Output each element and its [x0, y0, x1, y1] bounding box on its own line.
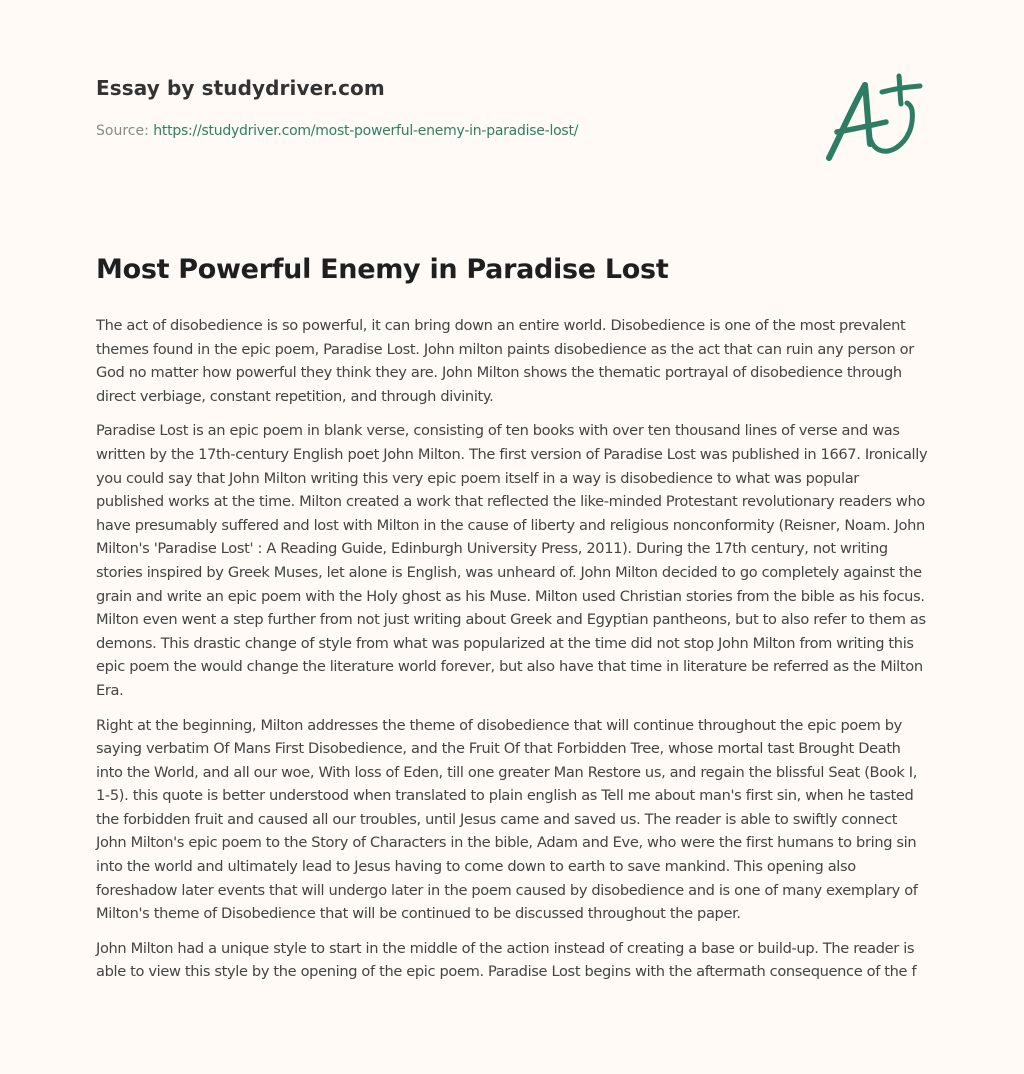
page-header	[96, 0, 928, 230]
essay-paragraph: Right at the beginning, Milton addresses the theme of disobedience that will continue throughout the epic poem by saying verbatim Of Mans First Disobedience, and the Fruit Of that Forbidden Tree, whose mortal tast Brought Death into the World, and all our woe, With loss of Eden, till one greater Man Restore us, and regain the blissful Seat (Book I, 1-5). this quote is better understood when translated to plain english as Tell me about man's first sin, when he tasted the forbidden fruit and caused all our troubles, until Jesus came and saved us. The reader is able to swiftly connect John Milton's epic poem to the Story of Characters in the bible, Adam and Eve, who were the first humans to bring sin into the world and ultimately lead to Jesus having to come down to earth to save mankind. This opening also foreshadow later events that will undergo later in the poem caused by disobedience and is one of many exemplary of Milton's theme of Disobedience that will be continued to be discussed throughout the paper.	[96, 716, 918, 923]
essay-paragraph: Paradise Lost is an epic poem in blank verse, consisting of ten books with over ten thousand lines of verse and was written by the 17th-century English poet John Milton. The first version of Paradise Lost was published in 1667. Ironically you could say that John Milton writing this very epic poem itself in a way is disobedience to what was popular published works at the time. Milton created a work that reflected the like-minded Protestant revolutionary readers who have presumably suffered and lost with Milton in the cause of liberty and religious nonconformity (Reisner, Noam. John Milton's 'Paradise Lost' : A Reading Guide, Edinburgh University Press, 2011). During the 17th century, not writing stories inspired by Greek Muses, let alone is English, was unheard of. John Milton decided to go completely against the grain and write an epic poem with the Holy ghost as his Muse. Milton used Christian stories from the bible as his focus. Milton even went a step further from not just writing about Greek and Egyptian pantheons, but to also refer to them as demons. This drastic change of style from what was popularized at the time did not stop John Milton from writing this epic poem the would change the literature world forever, but also have that time in literature be referred as the Milton Era.	[96, 422, 928, 699]
source-link[interactable]: https://studydriver.com/most-powerful-enemy-in-paradise-lost/	[153, 123, 579, 139]
essay-page	[96, 0, 928, 981]
site-title: Essay by studydriver.com	[96, 76, 385, 100]
source-label: Source:	[96, 123, 154, 139]
a-plus-grade-icon	[824, 66, 928, 166]
essay-paragraph: John Milton had a unique style to start in the middle of the action instead of creating a base or build-up. The reader is able to view this style by the opening of the epic poem. Paradise Lost begins with the aftermath consequence of the f	[96, 939, 917, 981]
essay-body	[96, 314, 928, 995]
source-line	[96, 123, 578, 139]
essay-paragraph: The act of disobedience is so powerful, it can bring down an entire world. Disobedience is one of the most prevalent themes found in the epic poem, Paradise Lost. John milton paints disobedience as the act that can ruin any person or God no matter how powerful they think they are. John Milton shows the thematic portrayal of disobedience through direct verbiage, constant repetition, and through divinity.	[96, 317, 914, 405]
essay-title: Most Powerful Enemy in Paradise Lost	[96, 254, 669, 285]
